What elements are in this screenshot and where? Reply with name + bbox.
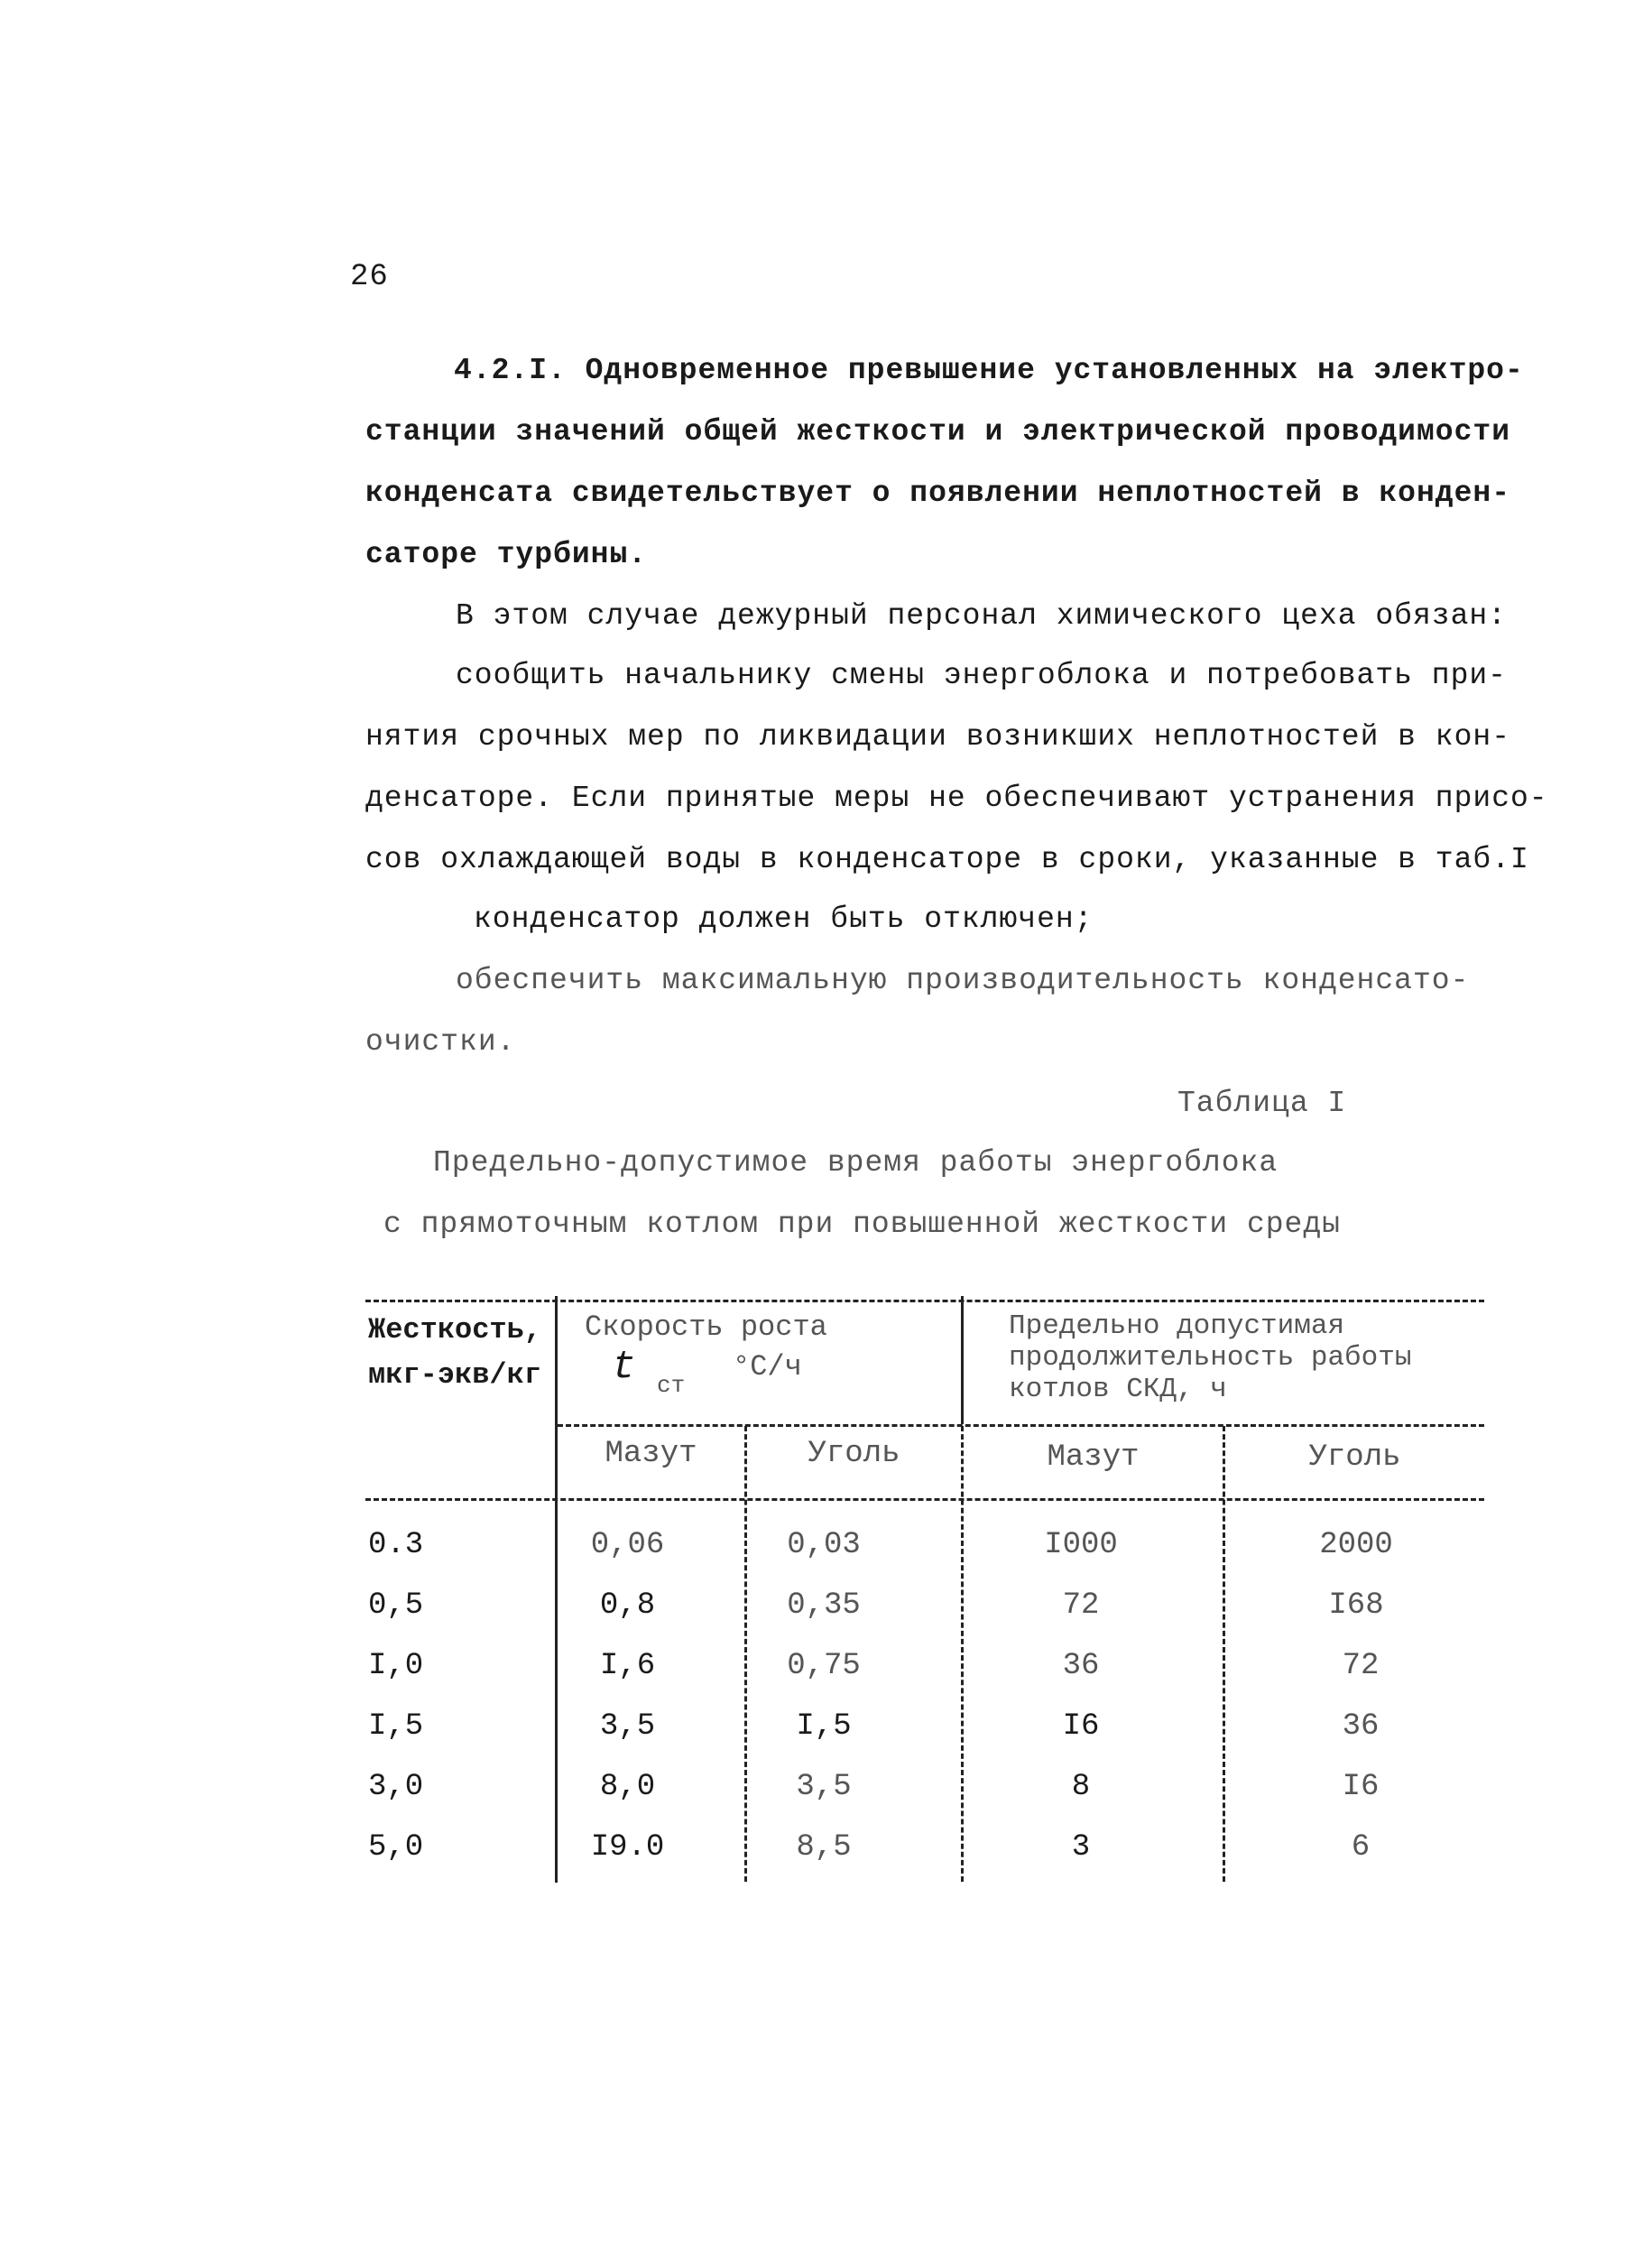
cell-time-coal: 72 bbox=[1342, 1649, 1380, 1683]
cell-rate-mazut: 0,06 bbox=[590, 1528, 665, 1562]
table-caption: Предельно-допустимое время работы энергоблока bbox=[433, 1146, 1279, 1180]
cell-time-mazut: I000 bbox=[1044, 1528, 1118, 1562]
paragraph-line: 4.2.I. Одновременное превышение установленных на электро- bbox=[454, 354, 1524, 387]
cell-rate-mazut: 0,8 bbox=[599, 1588, 656, 1623]
cell-time-mazut: 8 bbox=[1071, 1770, 1091, 1804]
paragraph-line: станции значений общей жесткости и электрической проводимости bbox=[365, 415, 1510, 449]
subheader-coal: Уголь bbox=[1308, 1440, 1401, 1475]
table-label: Таблица I bbox=[1177, 1087, 1347, 1120]
cell-time-mazut: 72 bbox=[1062, 1588, 1100, 1623]
paragraph-line: очистки. bbox=[365, 1025, 516, 1059]
header-rate: Скорость роста bbox=[585, 1310, 827, 1344]
paragraph-line: нятия срочных мер по ликвидации возникших неплотностей в кон- bbox=[365, 720, 1510, 754]
cell-hardness: 3,0 bbox=[368, 1770, 424, 1804]
cell-rate-coal: I,5 bbox=[796, 1709, 852, 1744]
paragraph-line: В этом случае дежурный персонал химического цеха обязан: bbox=[456, 599, 1507, 633]
subheader-mazut: Мазут bbox=[605, 1437, 697, 1471]
cell-rate-mazut: 8,0 bbox=[599, 1770, 656, 1804]
cell-rate-coal: 0,03 bbox=[787, 1528, 861, 1562]
header-rate-sub: ст bbox=[657, 1372, 686, 1399]
cell-time-mazut: I6 bbox=[1062, 1709, 1100, 1744]
table-caption: с прямоточным котлом при повышенной жесткости среды bbox=[383, 1208, 1341, 1241]
cell-hardness: 0,5 bbox=[368, 1588, 424, 1623]
header-duration: Предельно допустимая bbox=[1009, 1310, 1345, 1342]
table-subheader-rule bbox=[558, 1424, 1484, 1427]
cell-time-coal: 2000 bbox=[1319, 1528, 1393, 1562]
page-number: 26 bbox=[350, 260, 389, 294]
table-header-rule bbox=[365, 1498, 1484, 1501]
header-rate-symbol: t bbox=[612, 1345, 636, 1390]
subheader-mazut: Мазут bbox=[1047, 1440, 1140, 1475]
cell-hardness: 5,0 bbox=[368, 1830, 424, 1865]
header-duration: котлов СКД, ч bbox=[1009, 1374, 1227, 1405]
cell-time-coal: I6 bbox=[1342, 1770, 1380, 1804]
cell-hardness: I,0 bbox=[368, 1649, 424, 1683]
subheader-coal: Уголь bbox=[808, 1437, 900, 1471]
paragraph-line: саторе турбины. bbox=[365, 538, 648, 571]
cell-time-coal: I68 bbox=[1328, 1588, 1384, 1623]
paragraph-line: конденсатор должен быть отключен; bbox=[474, 903, 1094, 936]
paragraph-line: конденсата свидетельствует о появлении неплотностей в конден- bbox=[365, 477, 1510, 510]
cell-rate-coal: 3,5 bbox=[796, 1770, 852, 1804]
cell-rate-mazut: 3,5 bbox=[599, 1709, 656, 1744]
cell-time-coal: 36 bbox=[1342, 1709, 1380, 1744]
header-hardness: Жесткость, bbox=[368, 1313, 542, 1347]
paragraph-line: обеспечить максимальную производительность конденсато- bbox=[456, 964, 1470, 997]
table-top-rule bbox=[365, 1300, 1484, 1302]
cell-rate-mazut: I,6 bbox=[599, 1649, 656, 1683]
cell-rate-mazut: I9.0 bbox=[590, 1830, 665, 1865]
cell-hardness: 0.3 bbox=[368, 1528, 424, 1562]
cell-time-mazut: 3 bbox=[1071, 1830, 1091, 1865]
cell-time-coal: 6 bbox=[1351, 1830, 1371, 1865]
paragraph-line: сов охлаждающей воды в конденсаторе в сроки, указанные в таб.I bbox=[365, 843, 1529, 876]
header-hardness-unit: мкг-экв/кг bbox=[368, 1358, 542, 1392]
cell-time-mazut: 36 bbox=[1062, 1649, 1100, 1683]
cell-rate-coal: 0,35 bbox=[787, 1588, 861, 1623]
table-col-divider bbox=[961, 1296, 964, 1424]
cell-rate-coal: 8,5 bbox=[796, 1830, 852, 1865]
header-duration: продолжительность работы bbox=[1009, 1342, 1412, 1374]
cell-hardness: I,5 bbox=[368, 1709, 424, 1744]
cell-rate-coal: 0,75 bbox=[787, 1649, 861, 1683]
paragraph-line: сообщить начальнику смены энергоблока и потребовать при- bbox=[456, 659, 1507, 692]
paragraph-line: денсаторе. Если принятые меры не обеспечивают устранения присо- bbox=[365, 782, 1548, 815]
header-rate-unit: °С/ч bbox=[733, 1350, 802, 1384]
